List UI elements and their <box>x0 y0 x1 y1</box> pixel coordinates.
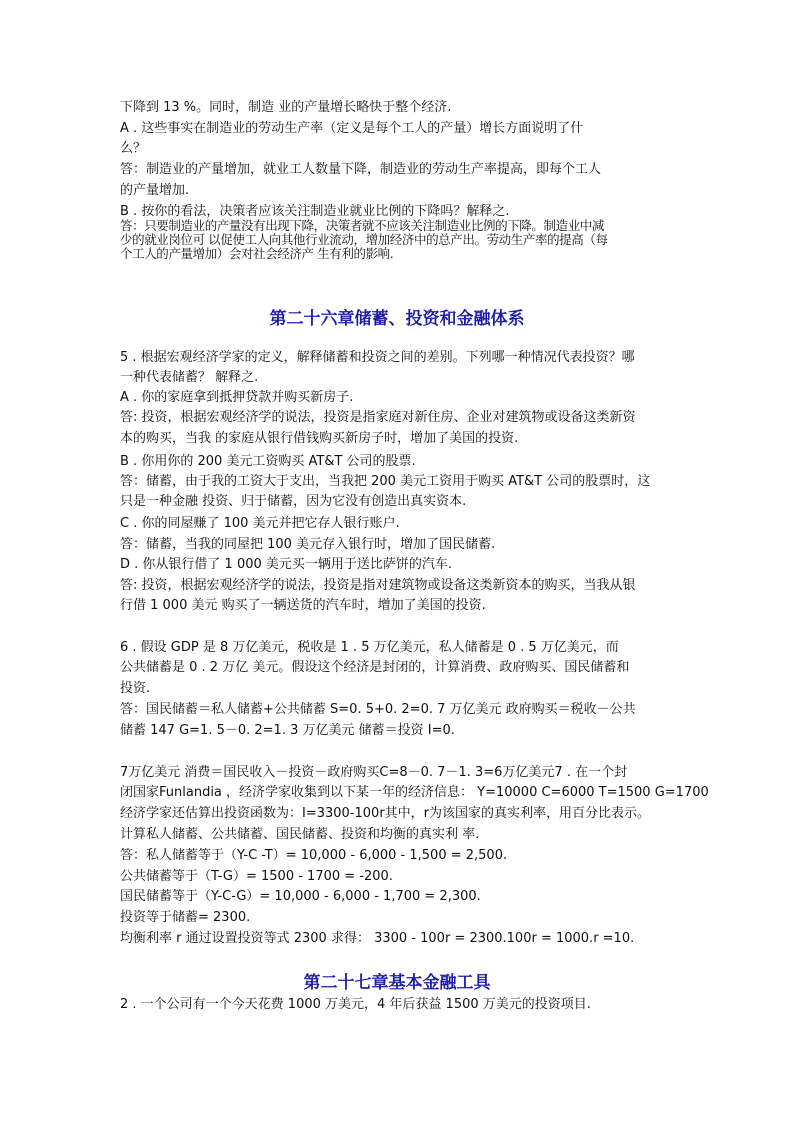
text-line: 计算私人储蓄、公共储蓄、国民储蓄、投资和均衡的真实利 率. <box>120 827 480 842</box>
text-line: 下降到 13 %。同时，制造 业的产量增长略快于整个经济. <box>120 100 452 115</box>
text-line: 投资. <box>120 681 151 696</box>
chapter-heading: 第二十六章储蓄、投资和金融体系 <box>269 309 525 329</box>
text-line: 的产量增加. <box>120 183 190 198</box>
text-line: 公共储蓄等于（T-G）= 1500 - 1700 = -200. <box>120 869 393 884</box>
text-line: 国民储蓄等于（Y-C-G）= 10,000 - 6,000 - 1,700 = 2,300. <box>120 889 481 904</box>
text-line: 6 . 假设 GDP 是 8 万亿美元，税收是 1 . 5 万亿美元，私人储蓄是 0 . 5 万亿美元，而 <box>120 640 619 655</box>
text-line: D . 你从银行借了 1 000 美元买一辆用于送比萨饼的汽车. <box>120 557 453 572</box>
text-line: B . 你用你的 200 美元工资购买 AT&T 公司的股票. <box>120 454 416 469</box>
text-line: 少的就业岗位可 以促使工人向其他行业流动，增加经济中的总产出。劳动生产率的提高（每 <box>120 232 608 247</box>
text-line: 经济学家还估算出投资函数为：I=3300-100r其中，r为该国家的真实利率，用百分比表示。 <box>120 806 651 821</box>
text-line: A . 你的家庭拿到抵押贷款并购买新房子. <box>120 390 354 405</box>
text-line: 2 . 一个公司有一个今天花费 1000 万美元，4 年后获益 1500 万美元的投资项目. <box>120 997 591 1012</box>
text-line: 只是一种金融 投资、归于储蓄，因为它没有创造出真实资本. <box>120 494 467 509</box>
text-line: 本的购买，当我 的家庭从银行借钱购买新房子时，增加了美国的投资. <box>120 431 519 446</box>
text-line: 答：只要制造业的产量没有出现下降，决策者就不应该关注制造业比例的下降。制造业中减 <box>120 218 605 233</box>
chapter-heading: 第二十七章基本金融工具 <box>303 973 491 993</box>
text-line: A . 这些事实在制造业的劳动生产率（定义是每个工人的产量）增长方面说明了什 <box>120 121 584 136</box>
text-line: 储蓄 147 G=1. 5－0. 2=1. 3 万亿美元 储蓄＝投资 I=0. <box>120 723 455 738</box>
text-line: C . 你的同屋赚了 100 美元并把它存人银行账户. <box>120 516 400 531</box>
text-line: 5 . 根据宏观经济学家的定义，解释储蓄和投资之间的差别。下列哪一种情况代表投资？哪 <box>120 350 635 365</box>
text-line: 个工人的产量增加）会对社会经济产 生有利的影响. <box>120 246 394 261</box>
text-line: 答：私人储蓄等于（Y-C -T）= 10,000 - 6,000 - 1,500 = 2,500. <box>120 848 508 863</box>
text-line: 答：国民储蓄＝私人储蓄+公共储蓄 S=0. 5+0. 2=0. 7 万亿美元 政府购买＝税收－公共 <box>120 702 636 717</box>
text-line: 答: 投资，根据宏观经济学的说法，投资是指对建筑物或设备这类新资本的购买，当我从银 <box>120 578 636 593</box>
text-line: 7万亿美元 消费＝国民收入－投资－政府购买C=8－0. 7－1. 3=6万亿美元7 . 在一个封 <box>120 765 628 780</box>
text-line: 答：制造业的产量增加，就业工人数量下降，制造业的劳动生产率提高，即每个工人 <box>120 162 602 177</box>
text-line: 公共储蓄是 0 . 2 万亿 美元。假设这个经济是封闭的，计算消费、政府购买、国民储蓄和 <box>120 660 630 675</box>
text-line: 投资等于储蓄= 2300. <box>120 910 251 925</box>
text-line: 答：储蓄，当我的同屋把 100 美元存入银行时，增加了国民储蓄. <box>120 537 496 552</box>
text-line: B . 按你的看法，决策者应该关注制造业就业比例的下降吗？解释之. <box>120 204 510 219</box>
text-line: 答: 投资，根据宏观经济学的说法，投资是指家庭对新住房、企业对建筑物或设备这类新资 <box>120 410 636 425</box>
text-line: 么？ <box>120 141 147 156</box>
text-line: 均衡利率 r 通过设置投资等式 2300 求得： 3300 - 100r = 2300.100r = 1000.r =10. <box>120 931 635 946</box>
text-line: 闭国家Funlandia ，经济学家收集到以下某一年的经济信息： Y=10000 C=6000 T=1500 G=1700 <box>120 785 709 800</box>
text-line: 答：储蓄，由于我的工资大于支出，当我把 200 美元工资用于购买 AT&T 公司的股票时，这 <box>120 474 651 489</box>
text-line: 一种代表储蓄？ 解释之. <box>120 370 259 385</box>
text-line: 行借 1 000 美元 购买了一辆送货的汽车时，增加了美国的投资. <box>120 598 486 613</box>
